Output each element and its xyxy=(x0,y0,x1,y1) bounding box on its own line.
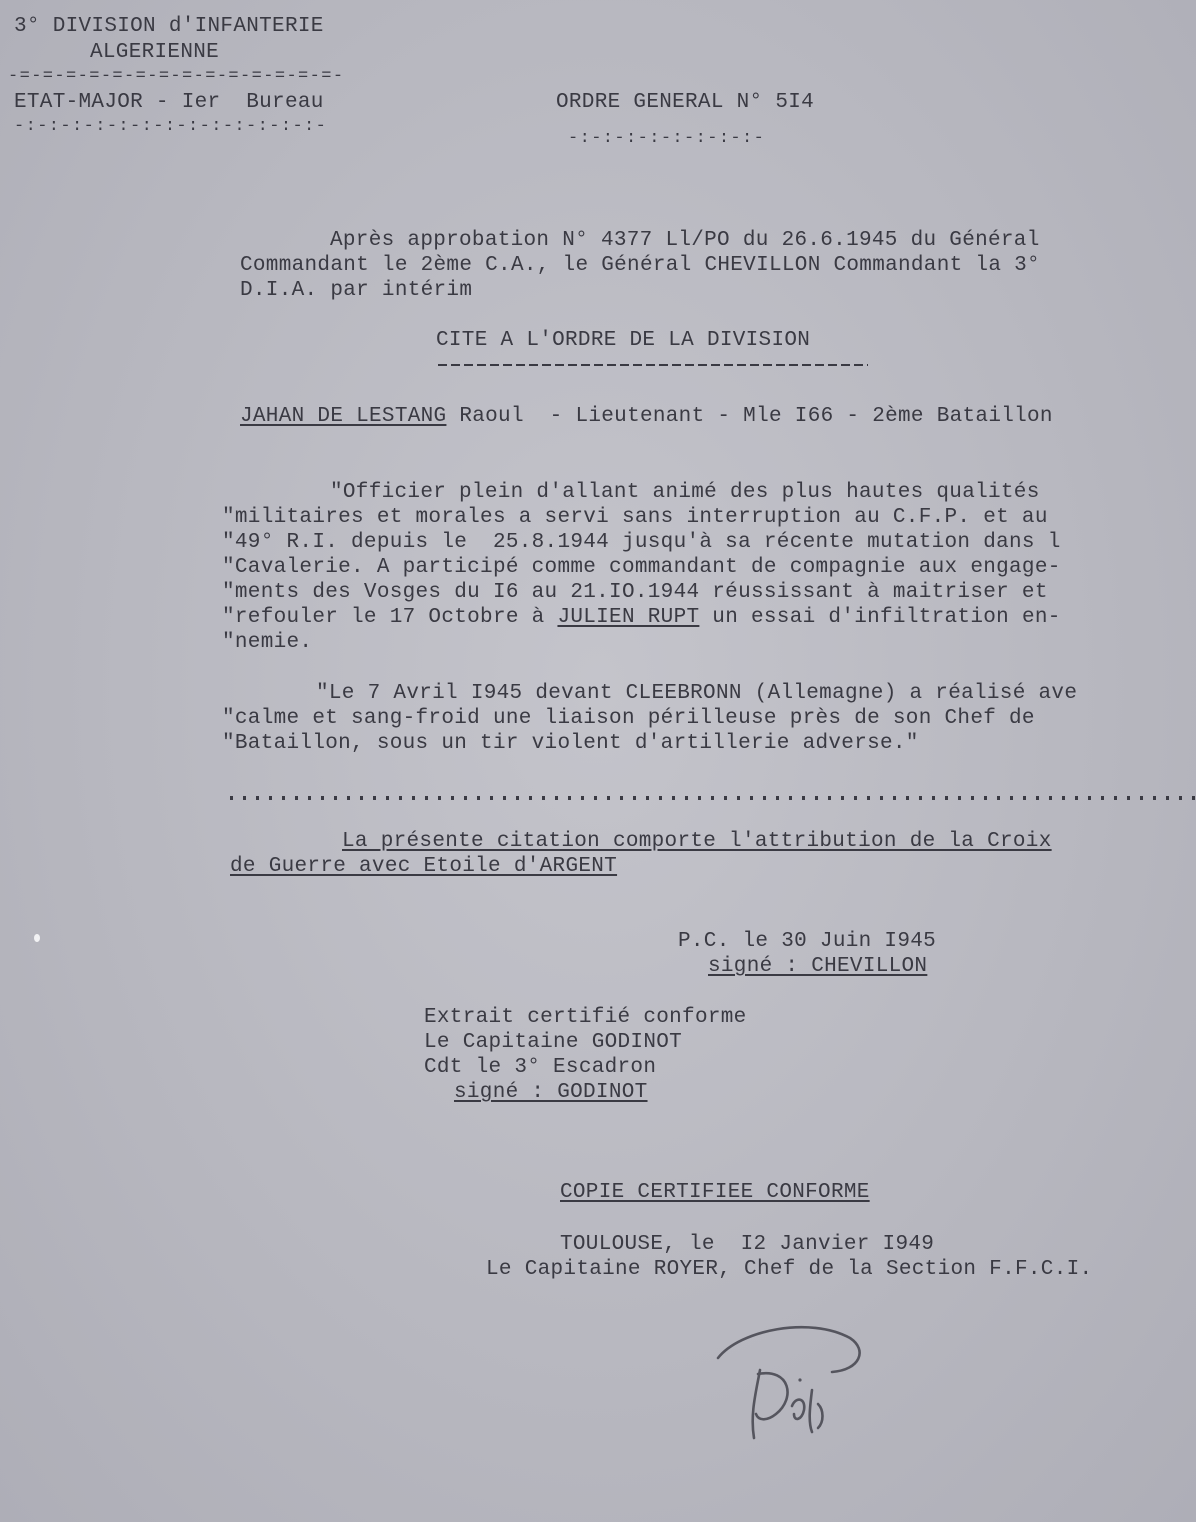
citation-p1-line6 xyxy=(222,605,1061,631)
attribution-line1: La présente citation comporte l'attribution de la Croix xyxy=(342,830,1052,853)
citation-p1-line6-end: un essai d'infiltration en- xyxy=(699,606,1061,629)
ordre-general-title: ORDRE GENERAL N° 5I4 xyxy=(556,91,815,114)
division-name-line2: ALGERIENNE xyxy=(90,41,220,64)
dotted-separator xyxy=(230,796,1196,800)
citation-p1-line4: "Cavalerie. A participé comme commandant de compagnie aux engage- xyxy=(222,556,1061,579)
citation-heading-underline xyxy=(438,364,868,366)
paper-speck xyxy=(34,934,40,942)
copie-signatory: Le Capitaine ROYER, Chef de la Section F.F.C.I. xyxy=(486,1258,1093,1281)
attribution-line2: de Guerre avec Etoile d'ARGENT xyxy=(230,855,618,878)
citation-p2-line2: "calme et sang-froid une liaison périlleuse près de son Chef de xyxy=(222,707,1035,730)
extract-line2: Le Capitaine GODINOT xyxy=(424,1031,683,1054)
ordre-general-separator: -:-:-:-:-:-:-:-:- xyxy=(568,129,766,148)
person-line xyxy=(240,404,1053,430)
extract-line4: signé : GODINOT xyxy=(454,1081,648,1104)
header-separator: -=-=-=-=-=-=-=-=-=-=-=-=-=-=- xyxy=(8,67,345,86)
etat-major-label: ETAT-MAJOR - Ier Bureau xyxy=(14,91,324,114)
handwritten-signature xyxy=(700,1310,880,1460)
citation-p1-line3: "49° R.I. depuis le 25.8.1944 jusqu'à sa récente mutation dans l xyxy=(222,531,1061,554)
person-details: Raoul - Lieutenant - Mle I66 - 2ème Bataillon xyxy=(446,405,1053,428)
intro-line-3: D.I.A. par intérim xyxy=(240,279,473,302)
citation-p2-line3: "Bataillon, sous un tir violent d'artillerie adverse." xyxy=(222,732,919,755)
signoff-signed: signé : CHEVILLON xyxy=(708,955,928,978)
etat-major-separator: -:-:-:-:-:-:-:-:-:-:-:-:-:- xyxy=(14,117,328,136)
extract-line3: Cdt le 3° Escadron xyxy=(424,1056,657,1079)
signoff-place-date: P.C. le 30 Juin I945 xyxy=(678,930,937,953)
copie-heading: COPIE CERTIFIEE CONFORME xyxy=(560,1181,870,1204)
intro-line-1: Après approbation N° 4377 Ll/PO du 26.6.1945 du Général xyxy=(330,229,1040,252)
division-name-line1: 3° DIVISION d'INFANTERIE xyxy=(14,15,324,38)
citation-p2-line1: "Le 7 Avril I945 devant CLEEBRONN (Allemagne) a réalisé ave xyxy=(316,682,1078,705)
place-name-julien-rupt: JULIEN RUPT xyxy=(557,606,700,629)
extract-line1: Extrait certifié conforme xyxy=(424,1006,747,1029)
citation-p1-line5: "ments des Vosges du I6 au 21.IO.1944 réussissant à maitriser et xyxy=(222,581,1048,604)
citation-p1-line7: "nemie. xyxy=(222,631,313,654)
citation-heading: CITE A L'ORDRE DE LA DIVISION xyxy=(436,329,811,352)
person-name: JAHAN DE LESTANG xyxy=(240,405,447,428)
citation-p1-line2: "militaires et morales a servi sans interruption au C.F.P. et au xyxy=(222,506,1048,529)
citation-p1-line1: "Officier plein d'allant animé des plus hautes qualités xyxy=(330,481,1040,504)
intro-line-2: Commandant le 2ème C.A., le Général CHEVILLON Commandant la 3° xyxy=(240,254,1040,277)
citation-p1-line6-start: "refouler le 17 Octobre à xyxy=(222,606,558,629)
copie-place-date: TOULOUSE, le I2 Janvier I949 xyxy=(560,1233,935,1256)
